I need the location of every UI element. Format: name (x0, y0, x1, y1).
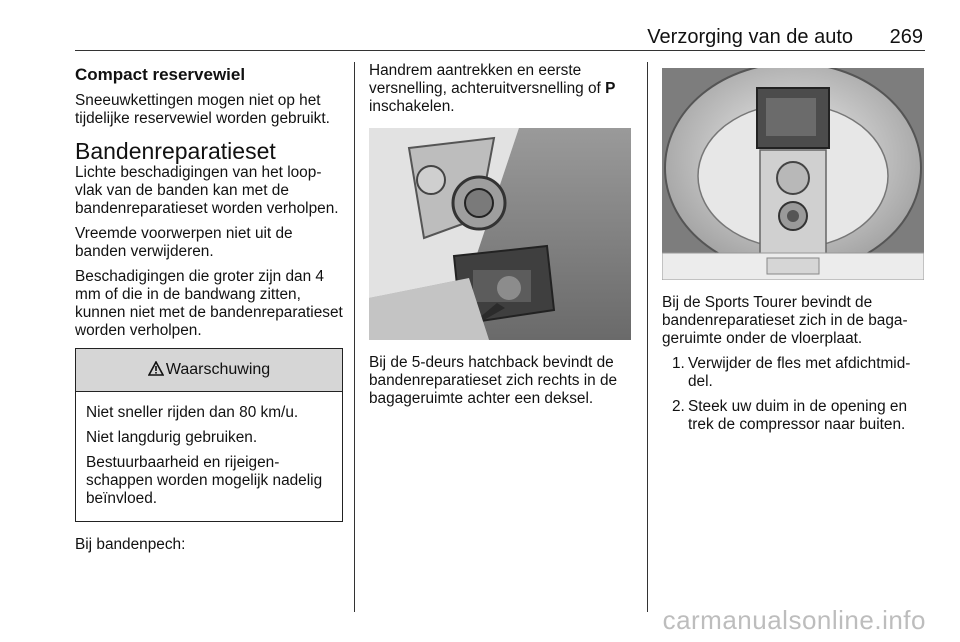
column-middle (369, 62, 631, 415)
instruction-list (662, 355, 927, 434)
paragraph: Sneeuwkettingen mogen niet op het tijdelijke reservewiel worden gebruikt. (75, 92, 330, 127)
warning-box (75, 348, 343, 522)
warning-body (76, 392, 342, 521)
paragraph: Vreemde voorwerpen niet uit de banden verwijderen. (75, 225, 293, 260)
column-left (75, 62, 343, 561)
figure-hatchback-trunk (369, 128, 631, 340)
text-run: inschakelen. (369, 98, 455, 115)
column-divider (647, 62, 648, 612)
watermark: carmanualsonline.info (662, 605, 926, 635)
figure-caption: Bij de Sports Tourer bevindt de bandenreparatieset zich in de bagageruimte onder de vloerplaat. (662, 294, 908, 347)
step-text: Verwijder de fles met afdichtmiddel. (688, 355, 911, 390)
subheading-compact-spare: Compact reservewiel (75, 65, 246, 84)
heading-repair-kit: Bandenreparatieset (75, 138, 276, 164)
list-item (662, 355, 927, 391)
warning-line: Niet sneller rijden dan 80 km/u. (86, 404, 299, 421)
warning-header (76, 349, 342, 392)
column-right (662, 62, 927, 441)
figure-sports-tourer-floor (662, 68, 924, 280)
list-item (662, 398, 927, 434)
figure-caption: Bij de 5-deurs hatchback bevindt de bandenreparatieset zich rechts in de bagageruimte achter een deksel. (369, 354, 618, 407)
step-number: 1. (672, 355, 685, 372)
step-text: Steek uw duim in de opening en trek de compressor naar buiten. (688, 398, 908, 433)
text-run: Handrem aantrekken en eerste versnelling, achteruitversnelling of (369, 62, 606, 97)
warning-line: Bestuurbaarheid en rijeigenschappen worden mogelijk nadelig beïnvloed. (86, 454, 323, 507)
paragraph: Bij bandenpech: (75, 536, 186, 553)
paragraph: Lichte beschadigingen van het loopvlak van de banden kan met de bandenreparatieset worden verholpen. (75, 164, 339, 217)
page-header (75, 24, 925, 51)
warning-line: Niet langdurig gebruiken. (86, 429, 258, 446)
paragraph: Beschadigingen die groter zijn dan 4 mm of die in de bandwang zitten, kunnen niet met de bandenreparatieset worden verholpen. (75, 268, 343, 339)
step-number: 2. (672, 398, 685, 415)
warning-title: Waarschuwing (165, 361, 271, 378)
gear-p-bold: P (605, 80, 616, 97)
page-number: 269 (889, 26, 923, 48)
header-title: Verzorging van de auto (647, 26, 853, 48)
warning-triangle-icon (148, 351, 164, 393)
paragraph-handbrake (369, 62, 631, 116)
column-divider (354, 62, 355, 612)
